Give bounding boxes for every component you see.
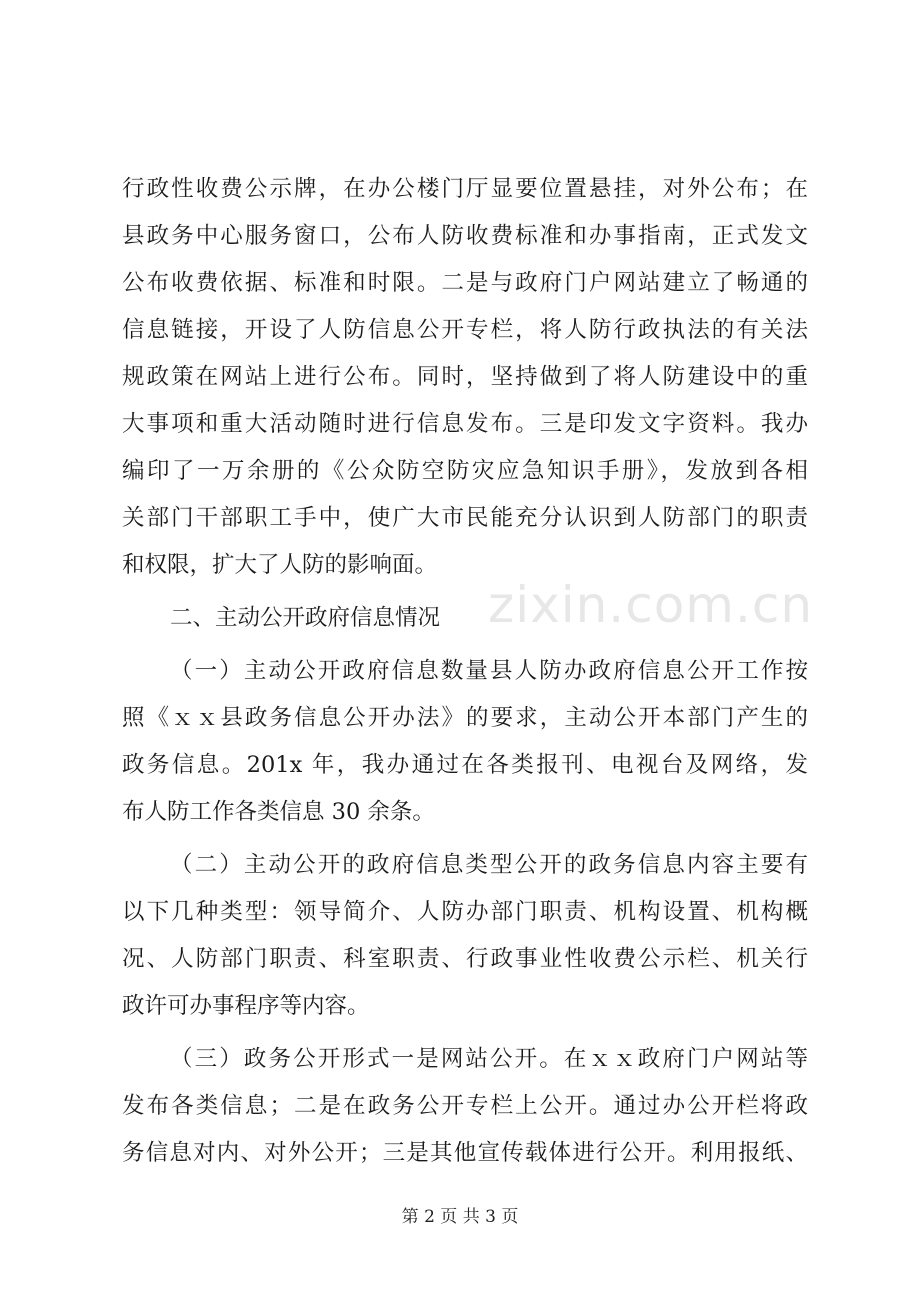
text-line: 规政策在网站上进行公布。同时，坚持做到了将人防建设中的重 <box>122 364 808 390</box>
page-number-footer: 第 2 页 共 3 页 <box>401 1207 519 1227</box>
text-line: 公布收费依据、标准和时限。二是与政府门户网站建立了畅通的 <box>122 270 808 296</box>
text-line: 政许可办事程序等内容。 <box>122 993 370 1019</box>
text-line: 编印了一万余册的《公众防空防灾应急知识手册》，发放到各相 <box>122 458 808 484</box>
document-body <box>122 166 808 1177</box>
text-line: 大事项和重大活动随时进行信息发布。三是印发文字资料。我办 <box>122 411 808 437</box>
text-line: 布人防工作各类信息 30 余条。 <box>122 799 435 825</box>
text-line: （三）政务公开形式一是网站公开。在ｘｘ政府门户网站等 <box>170 1046 808 1072</box>
text-line: 关部门干部职工手中，使广大市民能充分认识到人防部门的职责 <box>122 505 808 531</box>
text-line: 照《ｘｘ县政务信息公开办法》的要求，主动公开本部门产生的 <box>122 705 808 731</box>
section-heading: 二、主动公开政府信息情况 <box>170 605 441 631</box>
text-line: 况、人防部门职责、科室职责、行政事业性收费公示栏、机关行 <box>122 946 808 972</box>
text-line: 发布各类信息；二是在政务公开专栏上公开。通过办公开栏将政 <box>122 1093 808 1119</box>
text-line: （一）主动公开政府信息数量县人防办政府信息公开工作按 <box>170 658 808 684</box>
text-line: 和权限，扩大了人防的影响面。 <box>122 552 438 578</box>
text-line: 行政性收费公示牌，在办公楼门厅显要位置悬挂，对外公布；在 <box>122 176 808 202</box>
text-line: 政务信息。201x 年，我办通过在各类报刊、电视台及网络，发 <box>122 752 808 778</box>
text-line: 县政务中心服务窗口，公布人防收费标准和办事指南，正式发文 <box>122 223 808 249</box>
watermark-text: zixin.com.cn <box>488 576 814 634</box>
text-line: 以下几种类型：领导简介、人防办部门职责、机构设置、机构概 <box>122 899 808 925</box>
text-line: （二）主动公开的政府信息类型公开的政务信息内容主要有 <box>170 852 808 878</box>
text-line: 信息链接，开设了人防信息公开专栏，将人防行政执法的有关法 <box>122 317 808 343</box>
text-line: 务信息对内、对外公开；三是其他宣传载体进行公开。利用报纸、 <box>122 1140 808 1166</box>
